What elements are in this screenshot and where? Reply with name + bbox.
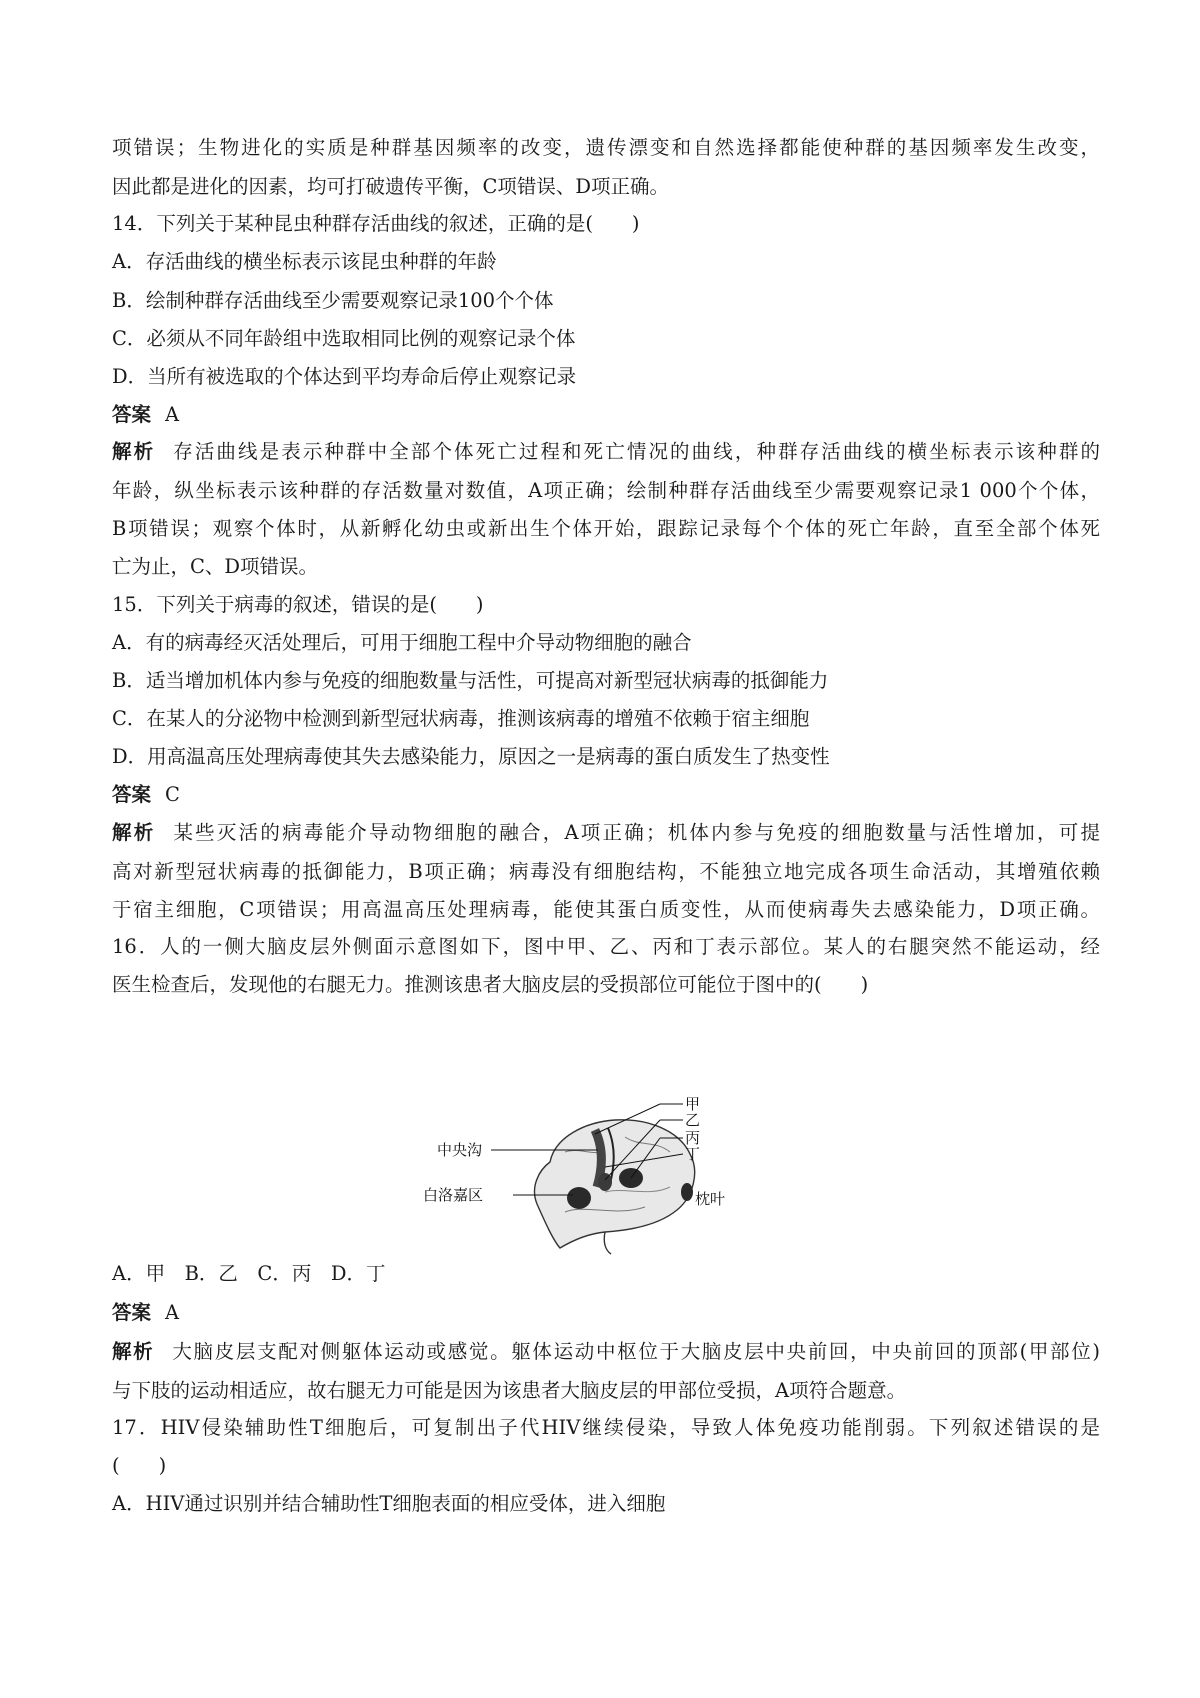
option-15b: B．适当增加机体内参与免疫的细胞数量与活性，可提高对新型冠状病毒的抵御能力	[112, 669, 829, 692]
answer-label: 答案	[112, 783, 152, 806]
region-yi	[598, 1173, 612, 1191]
answer-value: A	[165, 1301, 180, 1324]
explanation-label: 解析	[112, 440, 156, 463]
label-ding: 丁	[685, 1145, 701, 1163]
question-17-line1: 17．HIV侵染辅助性T细胞后，可复制出子代HIV继续侵染，导致人体免疫功能削弱。下列叙述错误的是	[112, 1416, 1100, 1439]
explanation-text: 大脑皮层支配对侧躯体运动或感觉。躯体运动中枢位于大脑皮层中央前回，中央前回的顶部(甲部位)	[172, 1340, 1100, 1363]
option-15d: D．用高温高压处理病毒使其失去感染能力，原因之一是病毒的蛋白质发生了热变性	[112, 745, 830, 768]
label-broca-area: 白洛嘉区	[423, 1186, 484, 1204]
label-yi: 乙	[685, 1111, 701, 1129]
question-16-line1: 16．人的一侧大脑皮层外侧面示意图如下，图中甲、乙、丙和丁表示部位。某人的右腿突然不能运动，经	[112, 935, 1100, 958]
explanation-14-line2: 年龄，纵坐标表示该种群的存活数量对数值，A项正确；绘制种群存活曲线至少需要观察记录1 000个个体，	[112, 479, 1100, 502]
label-central-sulcus: 中央沟	[437, 1141, 483, 1159]
option-15a: A．有的病毒经灭活处理后，可用于细胞工程中介导动物细胞的融合	[112, 631, 692, 654]
brain-stem	[604, 1232, 611, 1254]
explanation-16-line1	[112, 1337, 1100, 1367]
label-bing: 丙	[685, 1129, 701, 1147]
explanation-14-line3: B项错误；观察个体时，从新孵化幼虫或新出生个体开始，跟踪记录每个个体的死亡年龄，直至全部个体死	[112, 517, 1100, 540]
option-14d: D．当所有被选取的个体达到平均寿命后停止观察记录	[112, 365, 577, 388]
option-14c: C．必须从不同年龄组中选取相同比例的观察记录个体	[112, 327, 576, 350]
option-14b: B．绘制种群存活曲线至少需要观察记录100个个体	[112, 289, 554, 312]
explanation-14-line1	[112, 437, 1100, 467]
question-14: 14．下列关于某种昆虫种群存活曲线的叙述，正确的是( )	[112, 212, 640, 235]
explanation-text: 某些灭活的病毒能介导动物细胞的融合，A项正确；机体内参与免疫的细胞数量与活性增加，可提	[173, 821, 1100, 844]
option-14a: A．存活曲线的横坐标表示该昆虫种群的年龄	[112, 250, 497, 273]
broca-area	[567, 1187, 591, 1209]
answer-14	[112, 400, 1100, 430]
question-16-line2: 医生检查后，发现他的右腿无力。推测该患者大脑皮层的受损部位可能位于图中的( )	[112, 973, 869, 996]
label-jia: 甲	[685, 1095, 701, 1113]
explanation-15-line3: 于宿主细胞，C项错误；用高温高压处理病毒，能使其蛋白质变性，从而使病毒失去感染能力，D项正确。	[112, 898, 1100, 921]
text-line: 项错误；生物进化的实质是种群基因频率的改变，遗传漂变和自然选择都能使种群的基因频率发生改变，	[112, 136, 1100, 159]
answer-label: 答案	[112, 403, 152, 426]
answer-value: A	[165, 403, 180, 426]
option-15c: C．在某人的分泌物中检测到新型冠状病毒，推测该病毒的增殖不依赖于宿主细胞	[112, 707, 810, 730]
options-16: A．甲 B．乙 C．丙 D．丁	[112, 1262, 386, 1285]
answer-value: C	[165, 783, 180, 806]
explanation-15-line1	[112, 818, 1100, 848]
option-17a: A．HIV通过识别并结合辅助性T细胞表面的相应受体，进入细胞	[112, 1492, 666, 1515]
brain-cortex-figure	[423, 1092, 745, 1257]
answer-16	[112, 1298, 1100, 1328]
question-17-line2: ( )	[112, 1454, 167, 1477]
explanation-label: 解析	[112, 821, 156, 844]
explanation-14-line4: 亡为止，C、D项错误。	[112, 555, 319, 578]
answer-15	[112, 780, 1100, 810]
label-occipital-lobe: 枕叶	[695, 1190, 726, 1208]
explanation-label: 解析	[112, 1340, 155, 1363]
occipital-lobe	[681, 1183, 693, 1201]
brain-outline	[535, 1120, 695, 1248]
explanation-text: 存活曲线是表示种群中全部个体死亡过程和死亡情况的曲线，种群存活曲线的横坐标表示该种群的	[173, 440, 1100, 463]
explanation-16-line2: 与下肢的运动相适应，故右腿无力可能是因为该患者大脑皮层的甲部位受损，A项符合题意。	[112, 1379, 907, 1402]
explanation-15-line2: 高对新型冠状病毒的抵御能力，B项正确；病毒没有细胞结构，不能独立地完成各项生命活动，其增殖依赖	[112, 860, 1100, 883]
question-15: 15．下列关于病毒的叙述，错误的是( )	[112, 593, 484, 616]
answer-label: 答案	[112, 1301, 152, 1324]
text-line: 因此都是进化的因素，均可打破遗传平衡，C项错误、D项正确。	[112, 175, 670, 198]
